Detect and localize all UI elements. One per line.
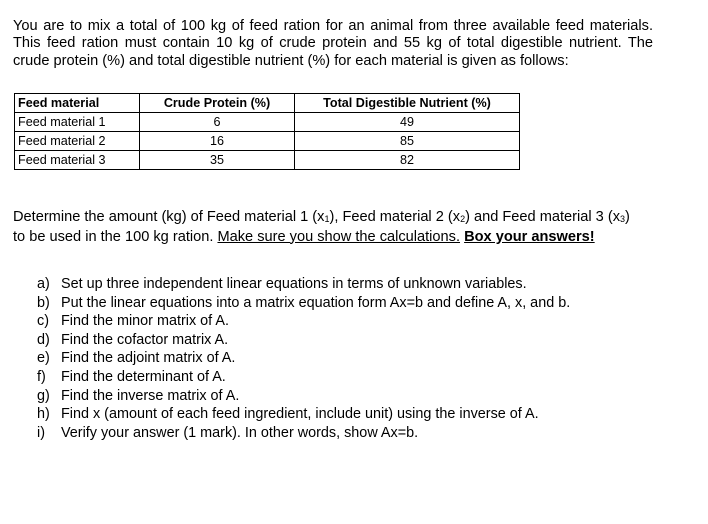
item-text: Find the minor matrix of A. bbox=[61, 313, 229, 330]
item-marker: b) bbox=[37, 294, 50, 311]
subscript: 1 bbox=[324, 213, 330, 224]
intro-paragraph: You are to mix a total of 100 kg of feed ration for an animal from three available feed materials. This feed ration must contain 10 kg of crude protein and 55 kg of total digestible nutrient. The crude protein (%) and total digestible nutrient (%) for each material is given as follows: bbox=[13, 17, 653, 69]
list-item bbox=[37, 424, 570, 443]
item-marker: i) bbox=[37, 424, 45, 441]
task-text: Determine the amount (kg) of Feed material 1 (x bbox=[13, 208, 325, 225]
item-text: Find the cofactor matrix A. bbox=[61, 331, 229, 348]
table-row bbox=[15, 113, 520, 132]
list-item bbox=[37, 294, 570, 313]
item-text: Find the inverse matrix of A. bbox=[61, 387, 240, 404]
subscript: 3 bbox=[620, 213, 626, 224]
list-item bbox=[37, 349, 570, 368]
task-text: ), Feed material 2 (x bbox=[329, 208, 461, 225]
item-marker: e) bbox=[37, 350, 50, 367]
cell-crude-protein: 16 bbox=[140, 132, 295, 151]
task-paragraph bbox=[13, 208, 643, 246]
feed-material-table bbox=[14, 93, 520, 170]
table-header-row bbox=[15, 94, 520, 113]
task-text: ) and Feed material 3 (x bbox=[465, 208, 621, 225]
list-item bbox=[37, 312, 570, 331]
cell-crude-protein: 35 bbox=[140, 151, 295, 170]
item-text: Find x (amount of each feed ingredient, include unit) using the inverse of A. bbox=[61, 406, 539, 423]
cell-tdn: 85 bbox=[295, 132, 520, 151]
item-text: Set up three independent linear equations in terms of unknown variables. bbox=[61, 276, 527, 292]
item-marker: c) bbox=[37, 313, 49, 330]
table-row bbox=[15, 132, 520, 151]
list-item bbox=[37, 368, 570, 387]
item-marker: a) bbox=[37, 276, 50, 292]
list-item bbox=[37, 387, 570, 406]
item-text: Find the determinant of A. bbox=[61, 368, 226, 385]
cell-crude-protein: 6 bbox=[140, 113, 295, 132]
calculation-instruction: Make sure you show the calculations. bbox=[217, 228, 461, 245]
item-marker: d) bbox=[37, 331, 50, 348]
header-total-digestible-nutrient: Total Digestible Nutrient (%) bbox=[295, 94, 520, 113]
item-text: Verify your answer (1 mark). In other words, show Ax=b. bbox=[61, 424, 419, 441]
cell-feed-material: Feed material 2 bbox=[15, 132, 140, 151]
item-marker: g) bbox=[37, 387, 50, 404]
cell-feed-material: Feed material 1 bbox=[15, 113, 140, 132]
subscript: 2 bbox=[460, 213, 466, 224]
task-text: ) to be used in the 100 kg ration. bbox=[13, 208, 630, 245]
cell-feed-material: Feed material 3 bbox=[15, 151, 140, 170]
header-crude-protein: Crude Protein (%) bbox=[140, 94, 295, 113]
table-row bbox=[15, 151, 520, 170]
cell-tdn: 82 bbox=[295, 151, 520, 170]
list-item bbox=[37, 405, 570, 424]
item-text: Find the adjoint matrix of A. bbox=[61, 350, 236, 367]
item-text: Put the linear equations into a matrix equation form Ax=b and define A, x, and b. bbox=[61, 294, 571, 311]
question-list bbox=[37, 275, 570, 442]
item-marker: f) bbox=[37, 368, 46, 385]
box-answers-instruction: Box your answers! bbox=[464, 228, 595, 245]
item-marker: h) bbox=[37, 406, 50, 423]
list-item bbox=[37, 331, 570, 350]
header-feed-material: Feed material bbox=[15, 94, 140, 113]
cell-tdn: 49 bbox=[295, 113, 520, 132]
list-item bbox=[37, 275, 570, 294]
